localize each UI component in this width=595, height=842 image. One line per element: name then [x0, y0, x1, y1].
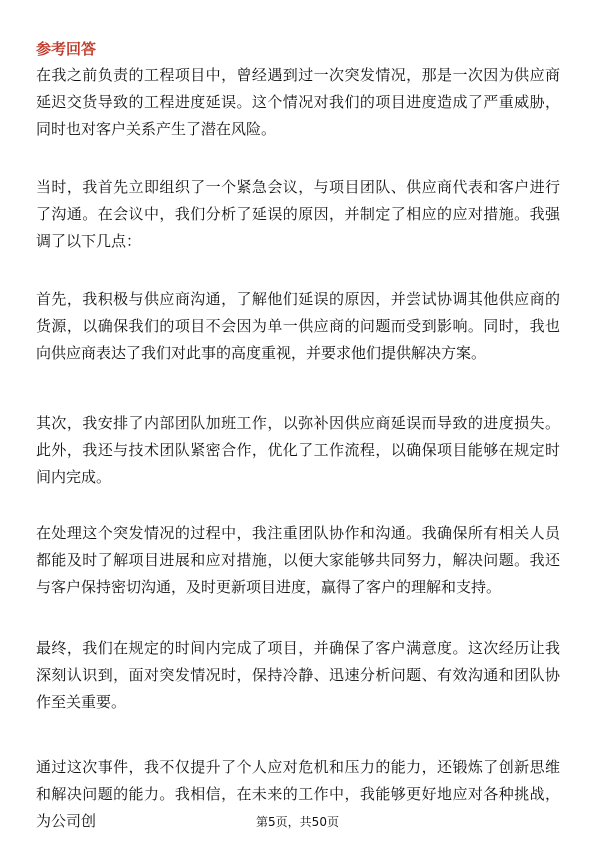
paragraph-5: 在处理这个突发情况的过程中，我注重团队协作和沟通。我确保所有相关人员都能及时了解项目进展和应对措施，以便大家能够共同努力，解决问题。我还与客户保持密切沟通，及时更新项目进度，赢得了客户的理解和支持。: [36, 524, 560, 596]
paragraph-7: 通过这次事件，我不仅提升了个人应对危机和压力的能力，还锻炼了创新思维和解决问题的能力。我相信，在未来的工作中，我能够更好地应对各种挑战，为公司创: [36, 758, 560, 830]
paragraph-1: 在我之前负责的工程项目中，曾经遇到过一次突发情况，那是一次因为供应商延迟交货导致的工程进度延误。这个情况对我们的项目进度造成了严重威胁，同时也对客户关系产生了潜在风险。: [36, 66, 560, 138]
paragraph-6: 最终，我们在规定的时间内完成了项目，并确保了客户满意度。这次经历让我深刻认识到，面对突发情况时，保持冷静、迅速分析问题、有效沟通和团队协作至关重要。: [36, 639, 560, 711]
paragraph-2: 当时，我首先立即组织了一个紧急会议，与项目团队、供应商代表和客户进行了沟通。在会议中，我们分析了延误的原因，并制定了相应的应对措施。我强调了以下几点：: [36, 178, 560, 250]
answer-heading: 参考回答: [36, 40, 97, 58]
page-number-footer: 第5页，共50页: [256, 815, 339, 829]
paragraph-3: 首先，我积极与供应商沟通，了解他们延误的原因，并尝试协调其他供应商的货源，以确保我们的项目不会因为单一供应商的问题而受到影响。同时，我也向供应商表达了我们对此事的高度重视，并要求他们提供解决方案。: [36, 290, 560, 362]
paragraph-4: 其次，我安排了内部团队加班工作，以弥补因供应商延误而导致的进度损失。此外，我还与技术团队紧密合作，优化了工作流程，以确保项目能够在规定时间内完成。: [36, 414, 560, 486]
